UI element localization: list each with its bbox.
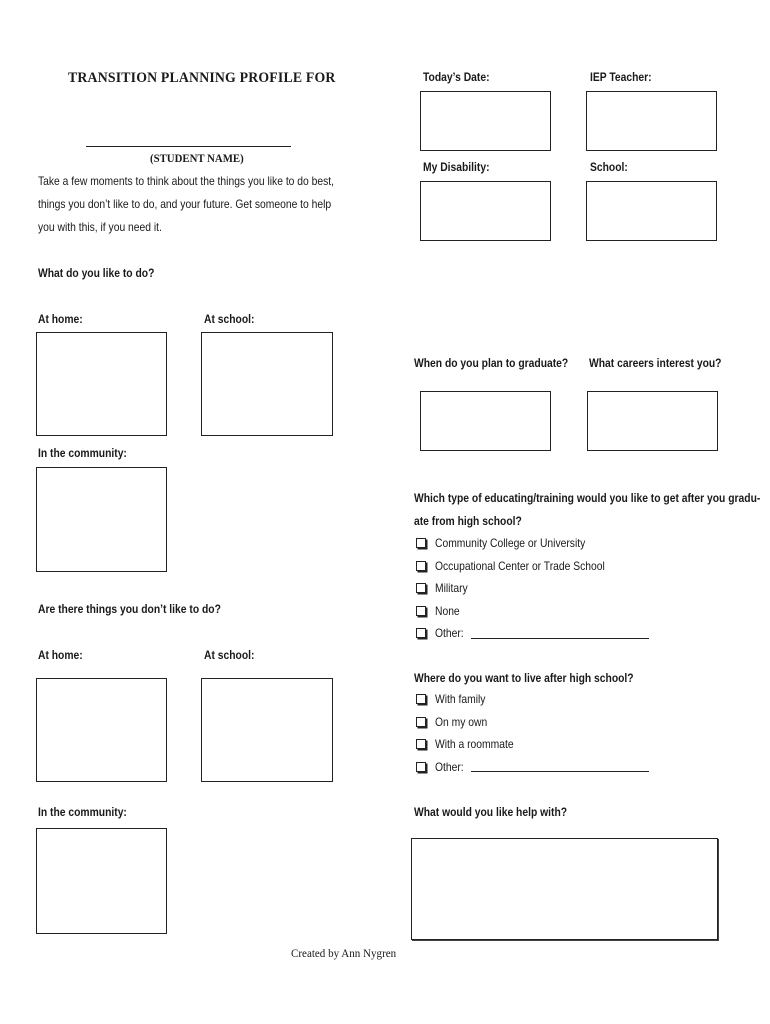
- student-name-line[interactable]: [86, 146, 291, 147]
- intro-text: [38, 170, 382, 239]
- dislikes-at-home-box[interactable]: [36, 678, 167, 782]
- living-question: Where do you want to live after high school?: [414, 671, 634, 685]
- likes-question: What do you like to do?: [38, 266, 155, 280]
- likes-at-home-label: At home:: [38, 312, 83, 326]
- graduate-question: When do you plan to graduate?: [414, 356, 569, 370]
- likes-at-school-label: At school:: [204, 312, 255, 326]
- living-option[interactable]: With family: [416, 688, 649, 711]
- education-option[interactable]: Community College or University: [416, 532, 649, 555]
- dislikes-question: Are there things you don’t like to do?: [38, 602, 221, 616]
- likes-community-label: In the community:: [38, 446, 127, 460]
- education-option[interactable]: None: [416, 600, 649, 623]
- education-question-line2: ate from high school?: [414, 514, 522, 528]
- checkbox-icon[interactable]: [416, 694, 426, 704]
- other-blank-line[interactable]: [471, 628, 649, 639]
- iep-teacher-box[interactable]: [586, 91, 717, 151]
- todays-date-label: Today’s Date:: [423, 70, 490, 84]
- intro-line: Take a few moments to think about the things you like to do best,: [38, 174, 335, 188]
- help-question: What would you like help with?: [414, 805, 568, 819]
- my-disability-box[interactable]: [420, 181, 551, 241]
- help-box[interactable]: [411, 838, 718, 940]
- dislikes-at-school-label: At school:: [204, 648, 255, 662]
- other-blank-line[interactable]: [471, 761, 649, 772]
- checkbox-icon[interactable]: [416, 561, 426, 571]
- dislikes-community-label: In the community:: [38, 805, 127, 819]
- checkbox-icon[interactable]: [416, 606, 426, 616]
- dislikes-community-box[interactable]: [36, 828, 167, 934]
- dislikes-at-home-label: At home:: [38, 648, 83, 662]
- education-option-other[interactable]: Other:: [416, 622, 649, 645]
- education-option[interactable]: Occupational Center or Trade School: [416, 555, 649, 578]
- living-options: [416, 688, 649, 778]
- likes-at-home-box[interactable]: [36, 332, 167, 436]
- my-disability-label: My Disability:: [423, 160, 490, 174]
- education-options: [416, 532, 649, 645]
- careers-question: What careers interest you?: [589, 356, 722, 370]
- checkbox-icon[interactable]: [416, 762, 426, 772]
- dislikes-at-school-box[interactable]: [201, 678, 333, 782]
- iep-teacher-label: IEP Teacher:: [590, 70, 652, 84]
- checkbox-icon[interactable]: [416, 538, 426, 548]
- footer-credit: Created by Ann Nygren: [291, 946, 397, 960]
- page-title: TRANSITION PLANNING PROFILE FOR: [68, 70, 336, 86]
- school-box[interactable]: [586, 181, 717, 241]
- intro-line: you with this, if you need it.: [38, 220, 162, 234]
- todays-date-box[interactable]: [420, 91, 551, 151]
- education-option[interactable]: Military: [416, 577, 649, 600]
- graduate-box[interactable]: [420, 391, 551, 451]
- education-question-line1: Which type of educating/training would you like to get after you gradu-: [414, 491, 761, 505]
- likes-community-box[interactable]: [36, 467, 167, 572]
- checkbox-icon[interactable]: [416, 628, 426, 638]
- school-label: School:: [590, 160, 628, 174]
- checkbox-icon[interactable]: [416, 739, 426, 749]
- student-name-caption: (STUDENT NAME): [150, 151, 244, 165]
- living-option[interactable]: On my own: [416, 711, 649, 734]
- living-option-other[interactable]: Other:: [416, 756, 649, 779]
- checkbox-icon[interactable]: [416, 583, 426, 593]
- careers-box[interactable]: [587, 391, 718, 451]
- living-option[interactable]: With a roommate: [416, 733, 649, 756]
- likes-at-school-box[interactable]: [201, 332, 333, 436]
- intro-line: things you don’t like to do, and your future. Get someone to help: [38, 197, 332, 211]
- checkbox-icon[interactable]: [416, 717, 426, 727]
